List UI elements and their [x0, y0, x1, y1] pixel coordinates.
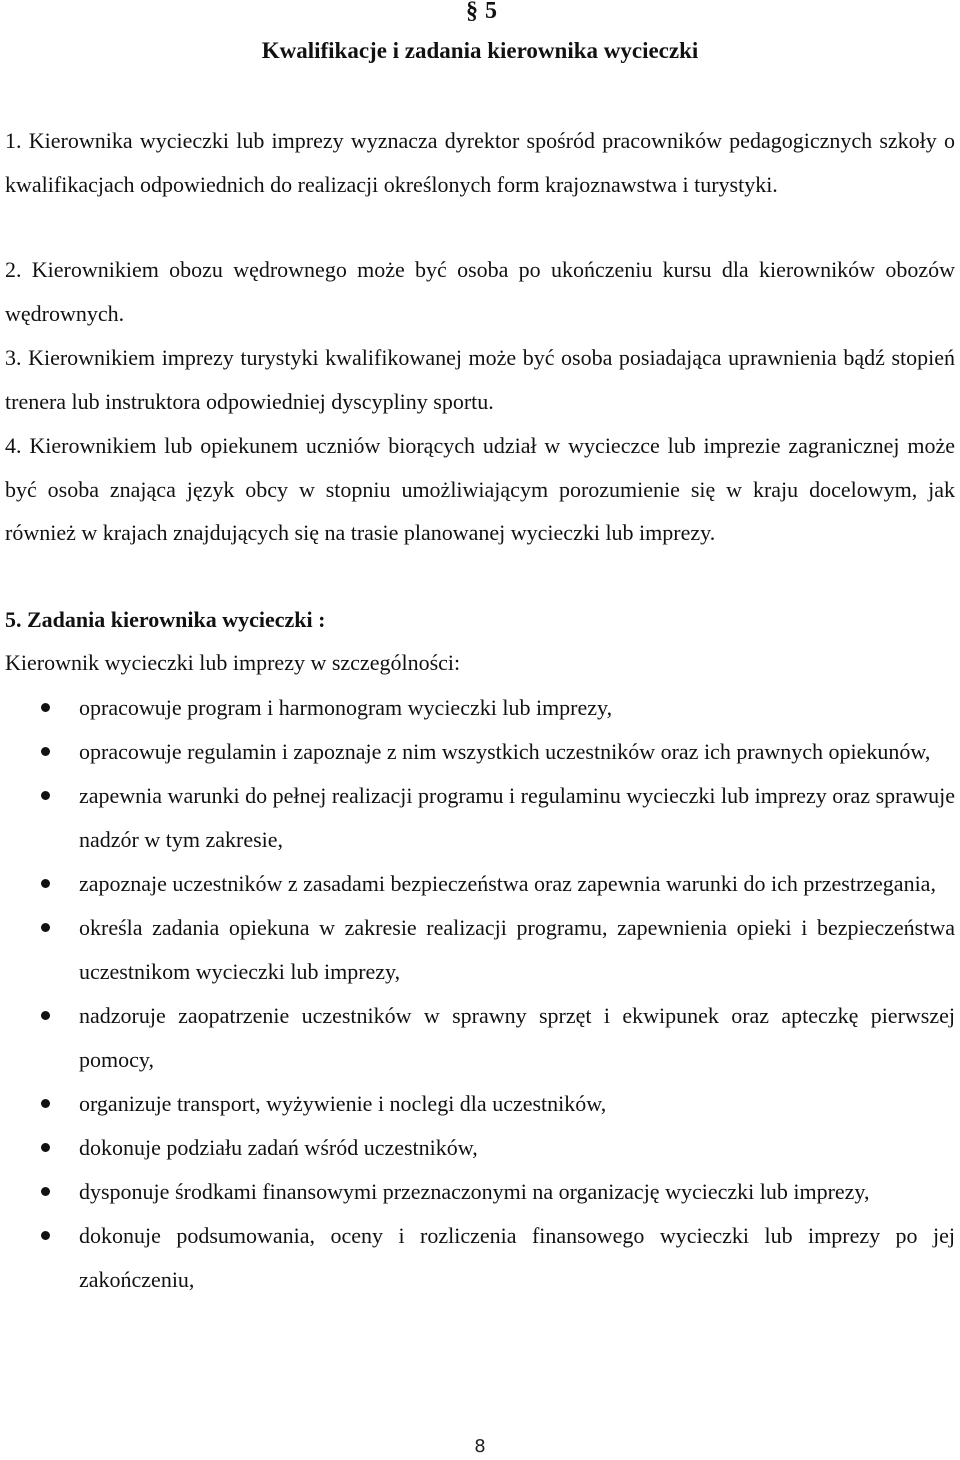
- paragraph-number: 1.: [5, 128, 22, 153]
- list-item-text: organizuje transport, wyżywienie i noclegi dla uczestników,: [79, 1091, 607, 1116]
- bullet-icon: [41, 923, 50, 932]
- bullet-icon: [41, 1099, 50, 1108]
- list-item: [0, 862, 960, 906]
- list-item-text: opracowuje regulamin i zapoznaje z nim wszystkich uczestników oraz ich prawnych opiekunów,: [79, 739, 931, 764]
- list-item-text: zapewnia warunki do pełnej realizacji programu i regulaminu wycieczki lub imprezy oraz sprawuje nadzór w tym zakresie,: [79, 783, 955, 852]
- bullet-icon: [41, 703, 50, 712]
- list-item: [0, 1170, 960, 1214]
- page-number: 8: [474, 1436, 486, 1457]
- bullet-icon: [41, 1231, 50, 1240]
- duties-intro: Kierownik wycieczki lub imprezy w szczególności:: [5, 650, 461, 675]
- section-heading: Kwalifikacje i zadania kierownika wycieczki: [261, 38, 699, 63]
- paragraph-number: 4.: [5, 433, 22, 458]
- bullet-icon: [41, 791, 50, 800]
- bullet-icon: [41, 747, 50, 756]
- list-item-text: nadzoruje zaopatrzenie uczestników w sprawny sprzęt i ekwipunek oraz apteczkę pierwszej pomocy,: [79, 1003, 955, 1072]
- bullet-icon: [41, 1187, 50, 1196]
- section-number: § 5: [466, 0, 498, 24]
- list-item-text: opracowuje program i harmonogram wycieczki lub imprezy,: [79, 695, 613, 720]
- paragraph-text: Kierownikiem lub opiekunem uczniów biorących udział w wycieczce lub imprezie zagranicznej może być osoba znająca język obcy w stopniu umożliwiającym porozumienie się w kraju docelowym, jak również w krajach znajdujących się na trasie planowanej wycieczki lub imprezy.: [5, 433, 955, 545]
- duties-heading: 5. Zadania kierownika wycieczki :: [5, 607, 326, 632]
- paragraph-text: Kierownikiem obozu wędrownego może być osoba po ukończeniu kursu dla kierowników obozów wędrownych.: [5, 257, 955, 326]
- list-item: [0, 730, 960, 774]
- paragraph-3: [5, 336, 955, 423]
- paragraph-1: [5, 119, 955, 206]
- paragraph-text: Kierownikiem imprezy turystyki kwalifikowanej może być osoba posiadająca uprawnienia bądź stopień trenera lub instruktora odpowiedniej dyscypliny sportu.: [5, 345, 956, 414]
- list-item: [0, 686, 960, 730]
- list-item: [0, 774, 960, 862]
- paragraph-number: 3.: [5, 345, 22, 370]
- list-item-text: określa zadania opiekuna w zakresie realizacji programu, zapewnienia opieki i bezpieczeństwa uczestnikom wycieczki lub imprezy,: [79, 915, 955, 984]
- list-item-text: dysponuje środkami finansowymi przeznaczonymi na organizację wycieczki lub imprezy,: [79, 1179, 870, 1204]
- bullet-icon: [41, 1011, 50, 1020]
- duties-list: [0, 686, 960, 1302]
- list-item: [0, 1126, 960, 1170]
- bullet-icon: [41, 879, 50, 888]
- paragraph-text: Kierownika wycieczki lub imprezy wyznacza dyrektor spośród pracowników pedagogicznych szkoły o kwalifikacjach odpowiednich do realizacji określonych form krajoznawstwa i turystyki.: [5, 128, 956, 197]
- paragraph-number: 2.: [5, 257, 22, 282]
- paragraph-2: [5, 248, 955, 335]
- list-item: [0, 1214, 960, 1302]
- list-item-text: dokonuje podsumowania, oceny i rozliczenia finansowego wycieczki lub imprezy po jej zakończeniu,: [79, 1223, 955, 1292]
- list-item-text: dokonuje podziału zadań wśród uczestników,: [79, 1135, 478, 1160]
- list-item: [0, 906, 960, 994]
- list-item: [0, 1082, 960, 1126]
- paragraph-4: [5, 424, 955, 555]
- bullet-icon: [41, 1143, 50, 1152]
- list-item: [0, 994, 960, 1082]
- list-item-text: zapoznaje uczestników z zasadami bezpieczeństwa oraz zapewnia warunki do ich przestrzegania,: [79, 871, 936, 896]
